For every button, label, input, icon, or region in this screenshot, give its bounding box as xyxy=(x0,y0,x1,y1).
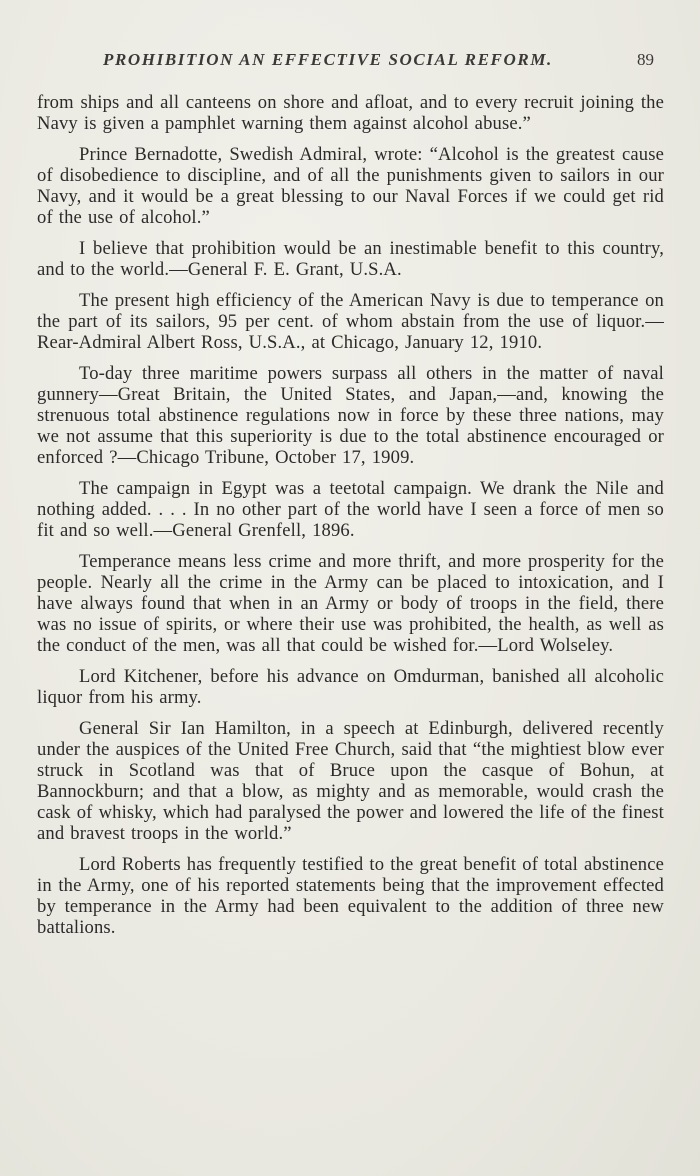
paragraph-roberts: Lord Roberts has frequently testified to the great benefit of total abstinence in the Army, one of his reported statements being that the improvement effected by temperance in the Army had been equivalent to the addition of three new battalions. xyxy=(37,854,664,938)
body-text xyxy=(37,92,664,938)
running-head-title: PROHIBITION AN EFFECTIVE SOCIAL REFORM. xyxy=(103,50,553,69)
paragraph-naval-gunnery: To-day three maritime powers surpass all others in the matter of naval gunnery—Great Britain, the United States, and Japan,—and, knowing the strenuous total abstinence regulations now in force by these three nations, may we not assume that this superiority is due to the total abstinence encouraged or enforced ?—Chicago Tribune, October 17, 1909. xyxy=(37,363,664,468)
paragraph-bernadotte: Prince Bernadotte, Swedish Admiral, wrote: “Alcohol is the greatest cause of disobedience to discipline, and of all the punishments given to sailors in our Navy, and it would be a great blessing to our Naval Forces if we could get rid of the use of alcohol.” xyxy=(37,144,664,228)
paragraph-continued: from ships and all canteens on shore and afloat, and to every recruit joining the Navy is given a pamphlet warning them against alcohol abuse.” xyxy=(37,92,664,134)
paragraph-grant: I believe that prohibition would be an inestimable benefit to this country, and to the world.—General F. E. Grant, U.S.A. xyxy=(37,238,664,280)
running-head xyxy=(37,50,664,78)
paragraph-hamilton: General Sir Ian Hamilton, in a speech at Edinburgh, delivered recently under the auspices of the United Free Church, said that “the mightiest blow ever struck in Scotland was that of Bruce upon the casque of Bohun, at Bannockburn; and that a blow, as mighty and as memorable, would crash the cask of whisky, which had paralysed the power and lowered the life of the finest and bravest troops in the world.” xyxy=(37,718,664,844)
paragraph-kitchener: Lord Kitchener, before his advance on Omdurman, banished all alcoholic liquor from his army. xyxy=(37,666,664,708)
paragraph-wolseley: Temperance means less crime and more thrift, and more prosperity for the people. Nearly all the crime in the Army can be placed to intoxication, and I have always found that when in an Army or body of troops in the field, there was no issue of spirits, or where their use was prohibited, the health, as well as the conduct of the men, was all that could be wished for.—Lord Wolseley. xyxy=(37,551,664,656)
paragraph-ross: The present high efficiency of the American Navy is due to temperance on the part of its sailors, 95 per cent. of whom abstain from the use of liquor.—Rear-Admiral Albert Ross, U.S.A., at Chicago, January 12, 1910. xyxy=(37,290,664,353)
page-number: 89 xyxy=(637,50,654,69)
paragraph-grenfell: The campaign in Egypt was a teetotal campaign. We drank the Nile and nothing added. . . . In no other part of the world have I seen a force of men so fit and so well.—General Grenfell, 1896. xyxy=(37,478,664,541)
